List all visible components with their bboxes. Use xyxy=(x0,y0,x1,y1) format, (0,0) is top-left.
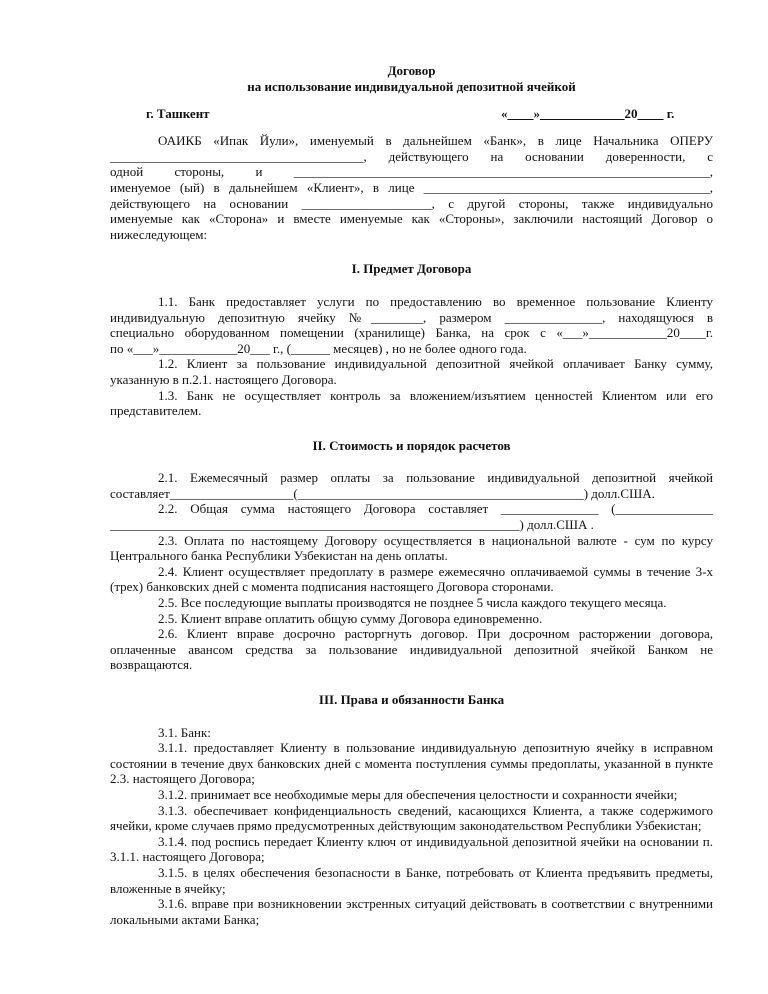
clause-3-1-6: 3.1.6. вправе при возникновении экстренных ситуаций действовать в соответствии с внутренними локальными актами Банка; xyxy=(110,896,713,927)
clause-2-2: 2.2. Общая сумма настоящего Договора составляет _______________ (_______________ xyxy=(158,501,713,517)
intro-line: _______________________________________, действующего на основании доверенности, с xyxy=(110,148,713,164)
clause-2-3: 2.3. Оплата по настоящему Договору осуществляется в национальной валюте - сум по курсу Центрального банка Республики Узбекистан на день оплаты. xyxy=(110,532,713,564)
clause-2-1: 2.1. Ежемесячный размер оплаты за пользование индивидуальной депозитной ячейкой xyxy=(158,470,713,486)
section-3-heading: III. Права и обязанности Банка xyxy=(318,692,505,707)
clause-1-1: по «___»____________20___ г., (______ месяцев) , но не более одного года. xyxy=(110,340,527,356)
section-1-body xyxy=(110,294,713,419)
clause-3-1-5: 3.1.5. в целях обеспечения безопасности в Банке, потребовать от Клиента предъявить предметы, вложенные в ячейку; xyxy=(110,864,713,896)
section-2-heading: II. Стоимость и порядок расчетов xyxy=(312,437,511,453)
clause-1-1: 1.1. Банк предоставляет услуги по предоставлению во временное пользование Клиенту xyxy=(158,293,713,309)
intro-paragraph xyxy=(110,133,713,242)
clause-2-2: _______________________________________________________________) долл.США . xyxy=(110,517,594,533)
clause-3-1-4: 3.1.4. под роспись передает Клиенту ключ от индивидуальной депозитной ячейки на основании п. 3.1.1. настоящего Договора; xyxy=(110,833,713,865)
intro-line: именуемые как «Сторона» и вместе именуемые как «Стороны», заключили настоящий Договор о xyxy=(110,211,713,227)
doc-title xyxy=(110,63,713,94)
title-line-1: Договор xyxy=(387,63,436,78)
intro-line: ОАИКБ «Ипак Йули», именуемый в дальнейшем «Банк», в лице Начальника ОПЕРУ xyxy=(158,133,713,149)
intro-line: нижеследующем: xyxy=(110,226,208,242)
clause-3-1-2: 3.1.2. принимает все необходимые меры для обеспечения целостности и сохранности ячейки; xyxy=(158,786,678,802)
city: г. Ташкент xyxy=(146,106,210,122)
city-date-row xyxy=(110,106,713,123)
clause-2-5: 2.5. Все последующие выплаты производятся не позднее 5 числа каждого текущего месяца. xyxy=(158,595,667,611)
clause-3-1-3: 3.1.3. обеспечивает конфиденциальность сведений, касающихся Клиента, а также содержимого ячейки, кроме случаев прямо предусмотренных действующим законодательством Республики Узбекистан; xyxy=(110,802,713,834)
clause-1-3: 1.3. Банк не осуществляет контроль за вложением/изъятием ценностей Клиентом или его представителем. xyxy=(110,387,713,419)
title-line-2: на использование индивидуальной депозитной ячейкой xyxy=(247,78,576,94)
clause-2-1: составляет___________________(____________________________________________) долл.США. xyxy=(110,485,655,501)
clause-3-1-1: 3.1.1. предоставляет Клиенту в пользование индивидуальную депозитную ячейку в исправном состоянии в течение двух банковских дней с момента поступления суммы предоплаты, указанной в пункте 2.3. настоящего Договора; xyxy=(110,740,713,787)
clause-1-1: специально оборудованном помещении (хранилище) Банка, на срок с «___»____________20____г. xyxy=(110,325,713,341)
clause-1-2: 1.2. Клиент за пользование индивидуальной депозитной ячейкой оплачивает Банку сумму, указанную в п.2.1. настоящего Договора. xyxy=(110,356,713,387)
section-3-body xyxy=(110,725,713,928)
section-2-body xyxy=(110,470,713,673)
section-1-heading: I. Предмет Договора xyxy=(351,261,472,277)
clause-3-1: 3.1. Банк: xyxy=(158,724,211,740)
intro-line: именуемое (ый) в дальнейшем «Клиент», в лице ____________________________________________, xyxy=(110,179,713,195)
intro-line: действующего на основании ____________________, с другой стороны, также индивидуально xyxy=(110,195,713,211)
clause-2-6: 2.6. Клиент вправе досрочно расторгнуть договор. При досрочном расторжении договора, оплаченные авансом средства за пользование индивидуальной депозитной ячейкой Банком не возвращаются. xyxy=(110,626,713,673)
intro-line: одной стороны, и ________________________________________________________________, xyxy=(110,164,713,180)
contract-date: «____»_____________20____ г. xyxy=(501,106,675,122)
clause-1-1: индивидуальную депозитную ячейку №________, размером _______________, находящуюся в xyxy=(110,309,713,325)
clause-2-4: 2.4. Клиент осуществляет предоплату в размере ежемесячно оплачиваемой суммы в течение 3-х (трех) банковских дней с момента подписания настоящего Договора сторонами. xyxy=(110,563,713,595)
clause-2-5b: 2.5. Клиент вправе оплатить общую сумму Договора единовременно. xyxy=(158,610,543,626)
